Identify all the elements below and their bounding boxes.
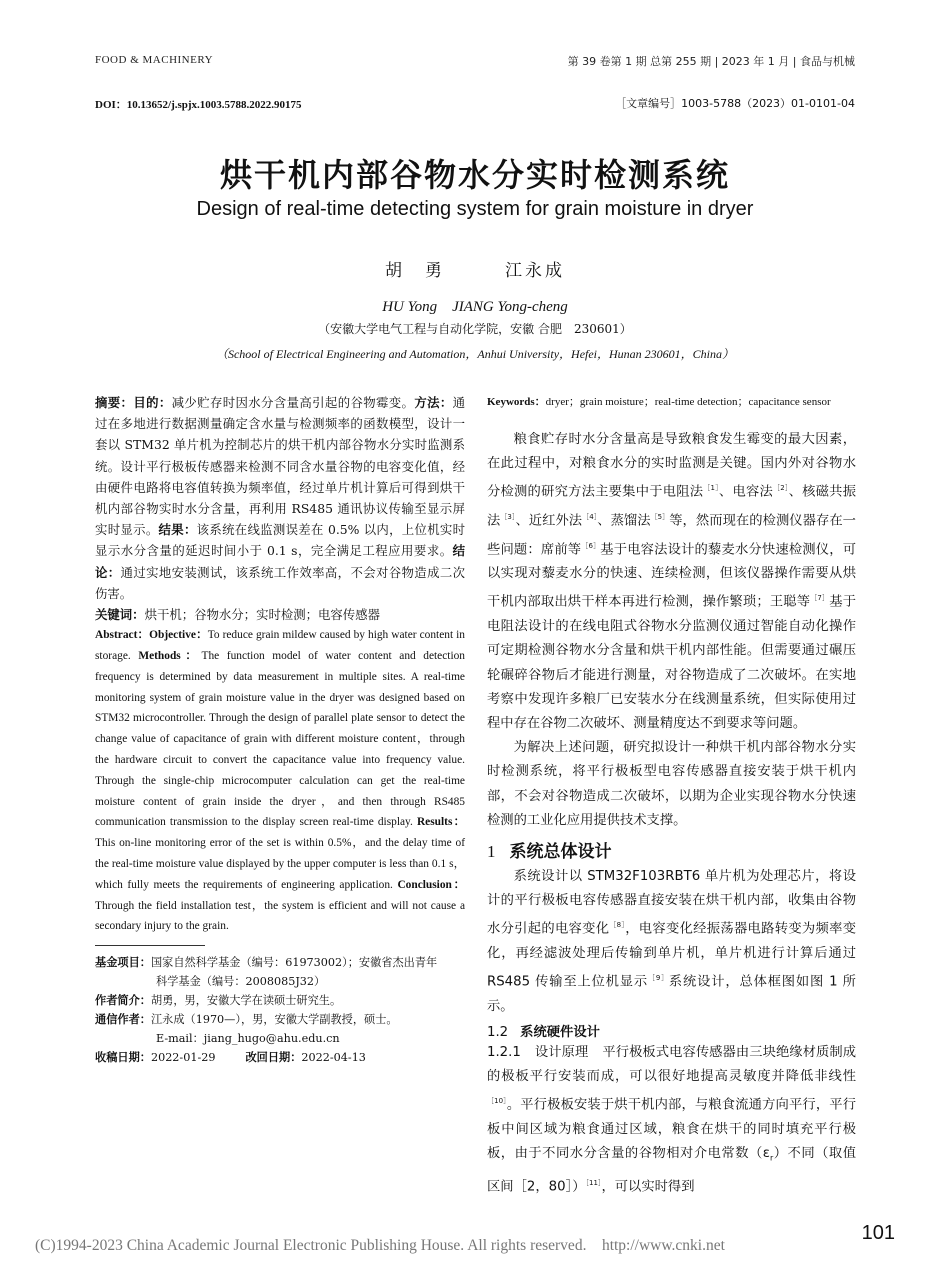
p1-text-c: 、核磁共振法 [487, 484, 856, 529]
conclusion-en-label: Conclusion： [397, 878, 465, 891]
fund-label: 基金项目： [95, 956, 151, 970]
authors-cn: 胡 勇 江永成 [385, 261, 565, 281]
email: E-mail：jiang_hugo@ahu.edu.cn [156, 1032, 340, 1046]
objective-en-label: Objective： [149, 629, 208, 642]
ref-4: ［4］ [582, 513, 598, 522]
ref-10: ［10］ [487, 1097, 507, 1106]
section-1-paragraph [487, 865, 856, 1019]
methods-label: 方法： [414, 395, 453, 410]
affiliation-en: （School of Electrical Engineering and Automation，Anhui University，Hefei，Hunan 230601，China） [215, 347, 735, 361]
fund-text-2: 科学基金（编号：2008085J32） [156, 975, 326, 989]
section-1-number: 1 [487, 841, 496, 861]
p3-text-c: 系统设计，总体框图如图 1 所示。 [487, 974, 856, 1014]
section-1-2-heading [487, 1021, 856, 1040]
journal-name-en: FOOD & MACHINERY [95, 54, 214, 66]
title-cn: 烘干机内部谷物水分实时检测系统 [219, 156, 730, 194]
footnotes [95, 953, 465, 1067]
keywords-label: 关键词： [95, 607, 145, 623]
conclusion-label: 结论： [95, 543, 465, 580]
revised-date: 2022-04-13 [301, 1051, 366, 1065]
results-label: 结果： [158, 522, 197, 538]
p1-text-b: 、电容法 [718, 484, 773, 500]
keywords-en-text: dryer；grain moisture；real-time detection；capacitance sensor [545, 396, 831, 408]
section-1-2-title: 系统硬件设计 [520, 1025, 600, 1040]
affiliation-cn: （安徽大学电气工程与自动化学院，安徽 合肥 230601） [318, 322, 632, 336]
fund-line [95, 953, 465, 972]
right-column [487, 392, 856, 1200]
p4-text-a: 平行极板式电容传感器由三块绝缘材质制成的极板平行安装而成，可以很好地提高灵敏度并降低非线性 [487, 1045, 857, 1085]
received-date: 2022-01-29 [150, 1051, 216, 1065]
page-number: 101 [861, 1222, 895, 1244]
author-label: 作者简介： [95, 994, 151, 1008]
doi: DOI：10.13652/j.spjx.1003.5788.2022.90175 [95, 99, 302, 111]
section-1-heading [487, 837, 856, 862]
results-en-text: This on-line monitoring error of the set is within 0.5%，and the delay time of the real-time moisture value displayed by the upper computer is less than 0.1 s，which fully meets the requirements of engineering application. [95, 837, 465, 891]
abstract-en [95, 625, 465, 937]
p3-text-a: 系统设计以 STM32F103RBT6 单片机为处理芯片，将设计的平行极板电容传感器直接安装在烘干机内部，收集由谷物水分引起的电容变化 [487, 868, 856, 937]
ref-9: ［9］ [648, 974, 669, 983]
title-en: Design of real-time detecting system for grain moisture in dryer [196, 198, 754, 220]
epsilon-subscript: r [769, 1153, 774, 1163]
section-1-2-1-title: 设计原理 [534, 1045, 589, 1060]
p1-text-g: 基于电容法设计的藜麦水分快速检测仪，可以实现对藜麦水分的快速、连续检测，但该仪器操作需要从烘干机内部取出烘干样本再进行检测，操作繁琐；王聪等 [487, 542, 856, 610]
corr-label: 通信作者： [95, 1013, 151, 1027]
p4-text-c: ）不同（取值区间［2，80］） [487, 1146, 856, 1195]
author-text: 胡勇，男，安徽大学在读硕士研究生。 [150, 994, 342, 1008]
left-column [95, 392, 465, 1067]
ref-7: ［7］ [810, 594, 830, 603]
dates-line [95, 1048, 465, 1067]
section-1-title: 系统总体设计 [509, 841, 612, 862]
p3-text-b: ，电容变化经振荡器电路转变为频率变化，再经滤波处理后传输到单片机，单片机进行计算后通过 RS485 传输至上位机显示 [487, 921, 856, 990]
issue-info: 第 39 卷第 1 期 总第 255 期 | 2023 年 1 月 | 食品与机械 [567, 55, 855, 68]
ref-5: ［5］ [650, 513, 670, 522]
intro-paragraph-2: 为解决上述问题，研究拟设计一种烘干机内部谷物水分实时检测系统，将平行极板型电容传感器直接安装于烘干机内部，不会对谷物造成二次破坏，以期为企业实现谷物水分快速检测的工业化应用提供技术支撑。 [487, 740, 856, 828]
authors-en: HU Yong JIANG Yong-cheng [382, 299, 568, 315]
ref-11: ［11］ [585, 1179, 602, 1188]
objective-text: 减少贮存时因水分含量高引起的谷物霉变。 [171, 395, 415, 410]
section-1-2-number: 1.2 [487, 1025, 509, 1040]
abstract-en-label: Abstract： [95, 629, 150, 642]
p4-text-d: ，可以实时得到 [601, 1179, 695, 1195]
corr-line [95, 1010, 465, 1029]
conclusion-en-text: Through the field installation test，the system is efficient and will not cause a secondary injury to the grain. [95, 899, 465, 933]
objective-en-text: To reduce grain mildew caused by high water content in storage. [95, 629, 466, 663]
ref-2: ［2］ [773, 484, 789, 493]
author-line [95, 991, 465, 1010]
ref-8: ［8］ [609, 921, 626, 930]
keywords-cn [95, 604, 465, 625]
intro-paragraph-1 [487, 428, 856, 736]
received-label: 收稿日期： [95, 1051, 151, 1065]
footnote-divider [95, 945, 205, 946]
keywords-en-label: Keywords： [487, 396, 546, 408]
revised-label: 改回日期： [245, 1051, 302, 1065]
keywords-en [487, 392, 856, 412]
corr-text: 江永成（1970—），男，安徽大学副教授，硕士。 [150, 1013, 398, 1027]
abstract-label: 摘要： [95, 395, 134, 410]
article-number: ［文章编号］1003-5788（2023）01-0101-04 [615, 97, 855, 110]
ref-6: ［6］ [581, 541, 601, 550]
p1-text-h: 基于电阻法设计的在线电阻式谷物水分监测仪通过智能自动化操作可定期检测谷物水分含量和烘干机内部性能。但需要通过碾压轮碾碎谷物后才能进行测量，对谷物造成了二次破坏。在实地考察中发现许多粮厂已安装水分在线测量系统，但实际使用过程中存在谷物二次破坏、测量精度达不到要求等问题。 [487, 594, 856, 731]
objective-label: 目的： [133, 395, 172, 410]
ref-1: ［1］ [703, 484, 719, 493]
p1-text-d: 、近红外法 [515, 513, 583, 529]
methods-text: 通过在多地进行数据测量确定含水量与检测频率的函数模型，设计一套以 STM32 单片机为控制芯片的烘干机内部谷物水分实时监测系统。设计平行极板传感器来检测不同含水量谷物的电容变化值，经由硬件电路将电容值转换为频率值，经过单片机计算后可得到烘干机内部谷物实时水分含量，再利用 RS485 通讯协议传输至显示屏实时显示。 [95, 395, 466, 538]
results-en-label: Results： [416, 816, 465, 829]
copyright-footer: (C)1994-2023 China Academic Journal Electronic Publishing House. All rights reserved. http://www.cnki.net [35, 1237, 725, 1254]
p1-text-a: 粮食贮存时水分含量高是导致粮食发生霉变的最大因素，在此过程中，对粮食水分的实时监测是关键。国内外对谷物水分检测的研究方法主要集中于电阻法 [487, 432, 856, 500]
section-1-2-1-paragraph [487, 1041, 856, 1200]
abstract-cn [95, 392, 465, 604]
fund-text-1: 国家自然科学基金（编号：61973002）；安徽省杰出青年 [150, 956, 438, 970]
methods-en-text: The function model of water content and detection frequency is determined by data measurement in multiple sites. A real-time monitoring system of grain moisture value in the dryer was designed based on STM32 microcontroller. Through the design of parallel plate sensor to detect the change value of capacitance of grain with different moisture content，through the hardware circuit to convert the capacitance value into frequency value. Through the single-chip microcomputer calculation can get the real-time moisture content of grain inside the dryer，and then through RS485 communication transmission to the display screen real-time display. [95, 650, 466, 829]
p1-text-f: 等，然而现在的检测仪器存在一些问题：席前等 [487, 513, 856, 558]
results-text: 该系统在线监测误差在 0.5% 以内，上位机实时显示水分含量的延迟时间小于 0.1 s，完全满足工程应用要求。 [95, 522, 466, 559]
keywords-text: 烘干机；谷物水分；实时检测；电容传感器 [144, 607, 380, 623]
p1-text-e: 、蒸馏法 [597, 513, 651, 529]
p4-text-b: 。平行极板安装于烘干机内部，与粮食流通方向平行，平行板中间区域为粮食通过区域，粮食在烘干的同时填充平行极板，由于不同水分含量的谷物相对介电常数（ε [487, 1097, 856, 1162]
conclusion-text: 通过实地安装测试，该系统工作效率高，不会对谷物造成二次伤害。 [95, 564, 466, 601]
methods-en-label: Methods： [138, 650, 202, 663]
ref-3: ［3］ [500, 513, 516, 522]
section-1-2-1-number: 1.2.1 [487, 1045, 521, 1060]
